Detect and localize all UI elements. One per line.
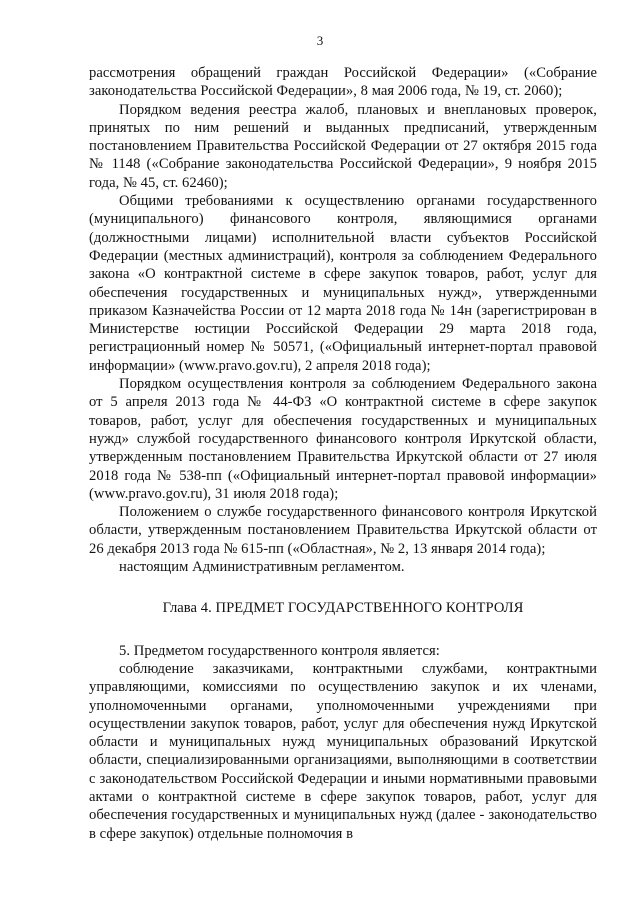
document-body — [89, 64, 597, 843]
paragraph-subject-intro: 5. Предметом государственного контроля является: — [119, 642, 440, 659]
paragraph-subject-compliance: соблюдение заказчиками, контрактными службами, контрактными управляющими, комиссиями по осуществлению закупок и их членами, уполномоченными органами, уполномоченными учреждениями при осуществлении закупок товаров, работ, услуг для обеспечения нужд Иркутской области и муниципальных нужд муниципальных образований Иркутской области, специализированными организациями, выполняющими в соответствии с законодательством Российской Федерации и иными нормативными правовыми актами о контрактной системе в сфере закупок товаров, работ, услуг для обеспечения государственных и муниципальных нужд (далее - законодательство в сфере закупок) отдельные полномочия в — [89, 660, 597, 842]
paragraph-complaint-registry: Порядком ведения реестра жалоб, плановых и внеплановых проверок, принятых по ним решений и выданных предписаний, утвержденным постановлением Правительства Российской Федерации от 27 октября 2015 года № 1148 («Собрание законодательства Российской Федерации», 9 ноября 2015 года, № 45, ст. 62460); — [89, 101, 597, 191]
paragraph-control-procedure: Порядком осуществления контроля за соблюдением Федерального закона от 5 апреля 2013 года № 44-ФЗ «О контрактной системе в сфере закупок товаров, работ, услуг для обеспечения государственных и муниципальных нужд» службой государственного финансового контроля Иркутской области, утвержденным постановлением Правительства Иркутской области от 27 июля 2018 года № 538-пп («Официальный интернет-портал правовой информации» (www.pravo.gov.ru), 31 июля 2018 года); — [89, 376, 597, 502]
paragraph-general-requirements: Общими требованиями к осуществлению органами государственного (муниципального) финансового контроля, являющимися органами (должностными лицами) исполнительной власти субъектов Российской Федерации (местных администраций), контроля за соблюдением Федерального закона «О контрактной системе в сфере закупок товаров, работ, услуг для обеспечения государственных и муниципальных нужд», утвержденными приказом Казначейства России от 12 марта 2018 года № 14н (зарегистрирован в Министерстве юстиции Российской Федерации 29 марта 2018 года, регистрационный номер № 50571, («Официальный интернет-портал правовой информации» (www.pravo.gov.ru), 2 апреля 2018 года); — [89, 193, 597, 374]
paragraph-citation-appeals: рассмотрения обращений граждан Российской Федерации» («Собрание законодательства Российской Федерации», 8 мая 2006 года, № 19, ст. 2060); — [89, 65, 597, 100]
paragraph-admin-regulation: настоящим Административным регламентом. — [119, 559, 405, 576]
chapter-heading: Глава 4. ПРЕДМЕТ ГОСУДАРСТВЕННОГО КОНТРОЛЯ — [162, 600, 524, 617]
paragraph-service-regulation: Положением о службе государственного финансового контроля Иркутской области, утвержденным постановлением Правительства Иркутской области от 26 декабря 2013 года № 615-пп («Областная», № 2, 13 января 2014 года); — [89, 504, 597, 557]
page-number: 3 — [316, 33, 324, 48]
